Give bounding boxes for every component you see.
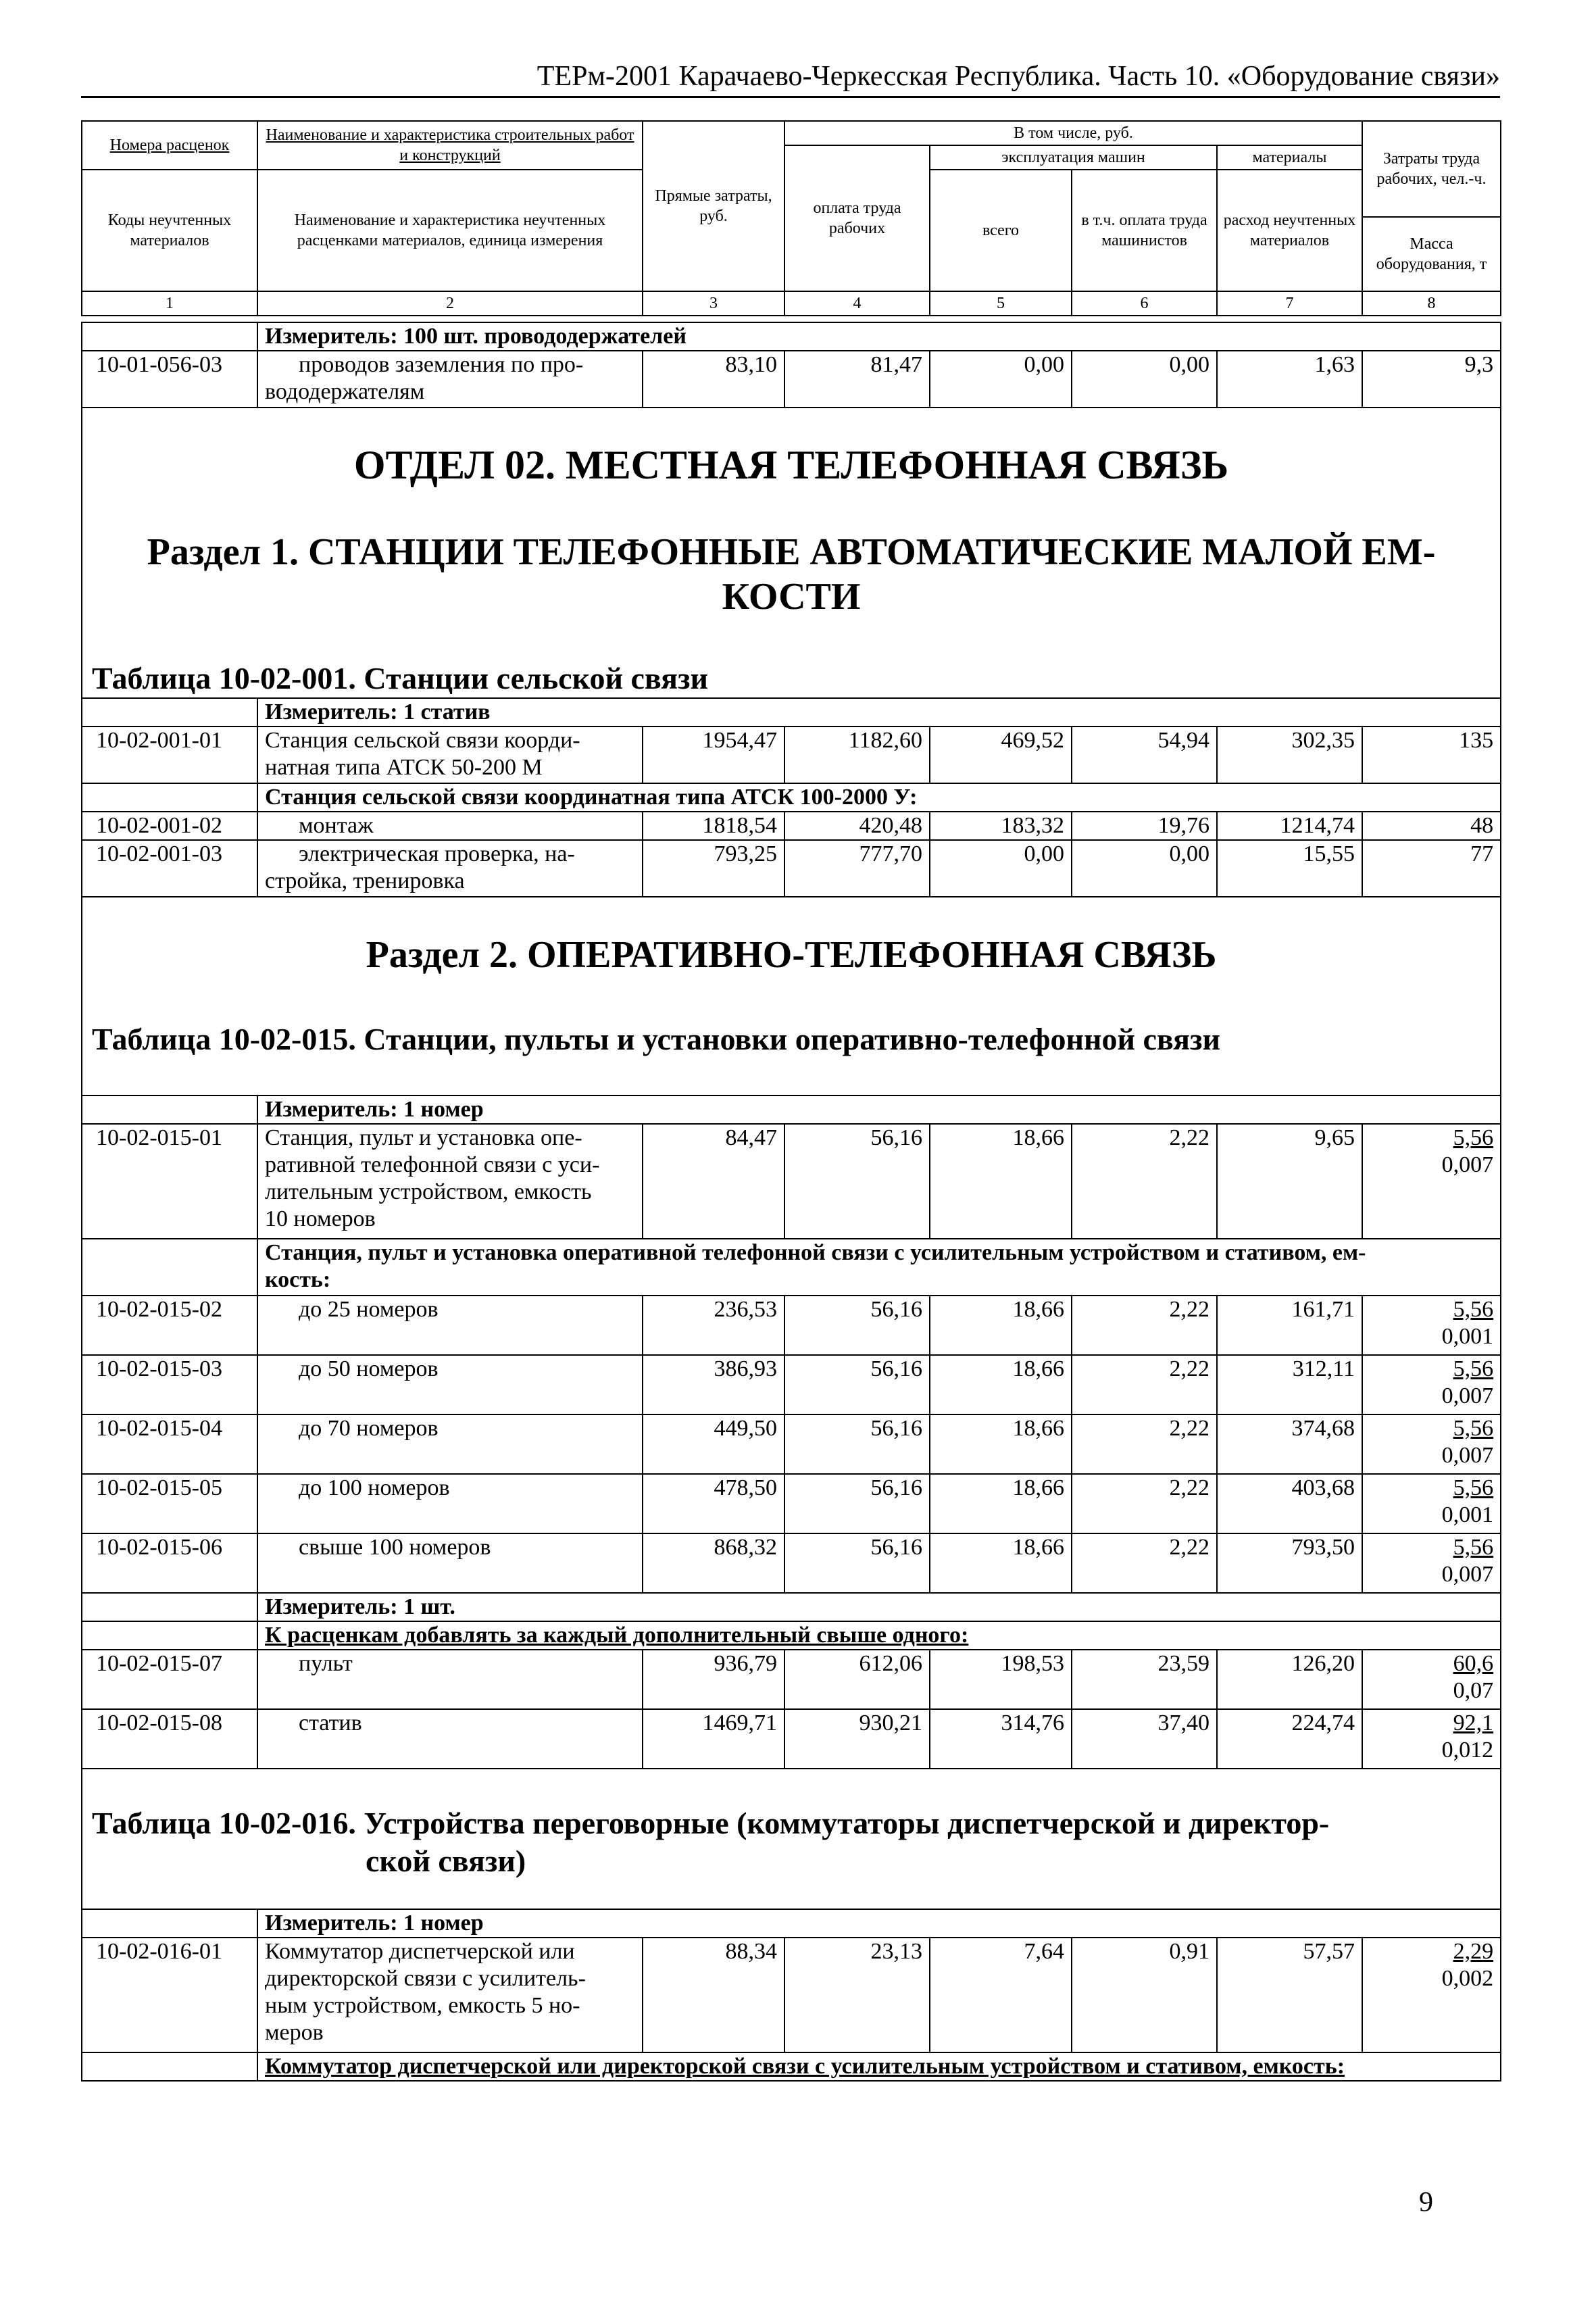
measure-row — [82, 698, 1501, 727]
direct-cost: 449,50 — [643, 1414, 784, 1474]
machines-total: 0,00 — [930, 351, 1072, 408]
machines-total: 7,64 — [930, 1938, 1072, 2052]
machines-total: 18,66 — [930, 1296, 1072, 1355]
section-heading-row — [82, 1769, 1501, 1909]
header-zatraty: Затраты труда рабочих, чел.-ч. — [1362, 121, 1501, 217]
machines-total: 18,66 — [930, 1474, 1072, 1533]
rate-code: 10-02-015-03 — [82, 1355, 257, 1414]
machines-total: 469,52 — [930, 727, 1072, 783]
rate-code: 10-02-015-08 — [82, 1709, 257, 1769]
direct-cost: 1818,54 — [643, 812, 784, 840]
header-rashod: расход неучтенных материалов — [1217, 170, 1362, 291]
machines-total: 183,32 — [930, 812, 1072, 840]
rate-name: проводов заземления по про- вододержателям — [257, 351, 643, 408]
rate-code: 10-02-016-01 — [82, 1938, 257, 2052]
table-row — [82, 1709, 1501, 1769]
materials: 1,63 — [1217, 351, 1362, 408]
labor-hours-mass: 5,56 0,007 — [1362, 1414, 1501, 1474]
header-nomera: Номера расценок — [82, 121, 257, 170]
col-num-2: 2 — [257, 291, 643, 316]
labor-hours-mass: 5,56 0,007 — [1362, 1124, 1501, 1239]
machines-total: 314,76 — [930, 1709, 1072, 1769]
table-row — [82, 1533, 1501, 1593]
materials: 403,68 — [1217, 1474, 1362, 1533]
measure-text: Измеритель: 1 номер — [257, 1096, 1501, 1124]
labor-hours: 135 — [1362, 727, 1501, 783]
rate-name: до 100 номеров — [257, 1474, 643, 1533]
group-text: К расценкам добавлять за каждый дополнительный свыше одного: — [257, 1621, 1501, 1650]
department-heading: ОТДЕЛ 02. МЕСТНАЯ ТЕЛЕФОННАЯ СВЯЗЬ — [353, 443, 1229, 487]
table-row — [82, 812, 1501, 840]
materials: 9,65 — [1217, 1124, 1362, 1239]
header-vsego: всего — [930, 170, 1072, 291]
rate-code: 10-02-015-02 — [82, 1296, 257, 1355]
rate-code: 10-02-001-02 — [82, 812, 257, 840]
section-heading: Раздел 1. СТАНЦИИ ТЕЛЕФОННЫЕ АВТОМАТИЧЕСКИЕ МАЛОЙ ЕМ- КОСТИ — [147, 531, 1436, 618]
rate-code: 10-02-015-07 — [82, 1650, 257, 1709]
rate-name: Станция, пульт и установка опе- ративной телефонной связи с уси- лительным устройством, емкость 10 номеров — [257, 1124, 643, 1239]
table-title: Таблица 10-02-001. Станции сельской связи — [92, 661, 709, 695]
header-pryamye: Прямые затраты, руб. — [643, 121, 784, 291]
header-kody: Коды неучтенных материалов — [82, 170, 257, 291]
labor-hours-mass: 5,56 0,007 — [1362, 1533, 1501, 1593]
group-row — [82, 1621, 1501, 1650]
header-ekspluataciya: эксплуатация машин — [930, 145, 1217, 170]
section-heading-row — [82, 897, 1501, 1096]
labor-pay: 56,16 — [784, 1414, 930, 1474]
measure-text: Измеритель: 1 номер — [257, 1909, 1501, 1938]
table-row — [82, 727, 1501, 783]
rate-name: до 50 номеров — [257, 1355, 643, 1414]
direct-cost: 84,47 — [643, 1124, 784, 1239]
direct-cost: 88,34 — [643, 1938, 784, 2052]
machinists-pay: 2,22 — [1072, 1533, 1217, 1593]
rate-code: 10-01-056-03 — [82, 351, 257, 408]
materials: 312,11 — [1217, 1355, 1362, 1414]
labor-pay: 56,16 — [784, 1296, 930, 1355]
table-row — [82, 840, 1501, 897]
rate-code: 10-02-015-06 — [82, 1533, 257, 1593]
labor-pay: 777,70 — [784, 840, 930, 897]
header-materialy: материалы — [1217, 145, 1362, 170]
header-vtch: в т.ч. оплата труда машинистов — [1072, 170, 1217, 291]
rate-code: 10-02-001-01 — [82, 727, 257, 783]
labor-pay: 23,13 — [784, 1938, 930, 2052]
machinists-pay: 2,22 — [1072, 1124, 1217, 1239]
labor-hours-mass: 60,6 0,07 — [1362, 1650, 1501, 1709]
materials: 57,57 — [1217, 1938, 1362, 2052]
labor-hours: 77 — [1362, 840, 1501, 897]
direct-cost: 386,93 — [643, 1355, 784, 1414]
page-number: 9 — [1419, 2187, 1433, 2218]
table-row — [82, 1355, 1501, 1414]
measure-text: Измеритель: 1 шт. — [257, 1593, 1501, 1621]
col-num-3: 3 — [643, 291, 784, 316]
header-v-tom-chisle: В том числе, руб. — [784, 121, 1362, 145]
table-row — [82, 1414, 1501, 1474]
materials: 126,20 — [1217, 1650, 1362, 1709]
machinists-pay: 0,00 — [1072, 840, 1217, 897]
machinists-pay: 2,22 — [1072, 1355, 1217, 1414]
column-header-table — [81, 120, 1501, 316]
rate-name: свыше 100 номеров — [257, 1533, 643, 1593]
labor-hours: 48 — [1362, 812, 1501, 840]
machines-total: 18,66 — [930, 1533, 1072, 1593]
table-row — [82, 1474, 1501, 1533]
direct-cost: 793,25 — [643, 840, 784, 897]
measure-row — [82, 1909, 1501, 1938]
measure-row — [82, 1096, 1501, 1124]
direct-cost: 478,50 — [643, 1474, 784, 1533]
rate-name: Станция сельской связи коорди- натная типа АТСК 50-200 М — [257, 727, 643, 783]
rate-code: 10-02-015-04 — [82, 1414, 257, 1474]
group-text: Коммутатор диспетчерской или директорской связи с усилительным устройством и стативом, емкость: — [257, 2052, 1501, 2081]
labor-pay: 1182,60 — [784, 727, 930, 783]
materials: 15,55 — [1217, 840, 1362, 897]
group-text: Станция сельской связи координатная типа АТСК 100-2000 У: — [257, 783, 1501, 812]
materials: 374,68 — [1217, 1414, 1362, 1474]
machinists-pay: 19,76 — [1072, 812, 1217, 840]
rate-code: 10-02-001-03 — [82, 840, 257, 897]
labor-pay: 930,21 — [784, 1709, 930, 1769]
rate-name: пульт — [257, 1650, 643, 1709]
labor-pay: 420,48 — [784, 812, 930, 840]
col-num-4: 4 — [784, 291, 930, 316]
header-naimenovanie-bottom: Наименование и характеристика неучтенных расценками материалов, единица измерения — [257, 170, 643, 291]
group-row — [82, 2052, 1501, 2081]
direct-cost: 936,79 — [643, 1650, 784, 1709]
table-title: Таблица 10-02-016. Устройства переговорные (коммутаторы диспетчерской и директор- ской связи) — [92, 1806, 1330, 1878]
measure-text: Измеритель: 100 шт. провододержателей — [257, 322, 1501, 351]
group-row — [82, 783, 1501, 812]
rate-code: 10-02-015-01 — [82, 1124, 257, 1239]
labor-hours: 9,3 — [1362, 351, 1501, 408]
machinists-pay: 54,94 — [1072, 727, 1217, 783]
labor-pay: 612,06 — [784, 1650, 930, 1709]
rate-name: монтаж — [257, 812, 643, 840]
labor-hours-mass: 5,56 0,001 — [1362, 1296, 1501, 1355]
col-num-6: 6 — [1072, 291, 1217, 316]
materials: 302,35 — [1217, 727, 1362, 783]
labor-pay: 56,16 — [784, 1474, 930, 1533]
rate-name: электрическая проверка, на- стройка, тренировка — [257, 840, 643, 897]
rate-name: статив — [257, 1709, 643, 1769]
materials: 161,71 — [1217, 1296, 1362, 1355]
materials: 793,50 — [1217, 1533, 1362, 1593]
machines-total: 18,66 — [930, 1414, 1072, 1474]
table-row — [82, 351, 1501, 408]
labor-pay: 56,16 — [784, 1355, 930, 1414]
direct-cost: 236,53 — [643, 1296, 784, 1355]
rate-code: 10-02-015-05 — [82, 1474, 257, 1533]
rate-name: до 70 номеров — [257, 1414, 643, 1474]
machines-total: 198,53 — [930, 1650, 1072, 1709]
labor-hours-mass: 5,56 0,007 — [1362, 1355, 1501, 1414]
header-naimenovanie-top: Наименование и характеристика строительных работ и конструкций — [257, 121, 643, 170]
materials: 1214,74 — [1217, 812, 1362, 840]
direct-cost: 1954,47 — [643, 727, 784, 783]
document-header: ТЕРм-2001 Карачаево-Черкесская Республика. Часть 10. «Оборудование связи» — [537, 61, 1500, 92]
measure-text: Измеритель: 1 статив — [257, 698, 1501, 727]
machinists-pay: 37,40 — [1072, 1709, 1217, 1769]
labor-pay: 56,16 — [784, 1124, 930, 1239]
machinists-pay: 0,91 — [1072, 1938, 1217, 2052]
col-num-1: 1 — [82, 291, 257, 316]
materials: 224,74 — [1217, 1709, 1362, 1769]
labor-pay: 56,16 — [784, 1533, 930, 1593]
machinists-pay: 2,22 — [1072, 1474, 1217, 1533]
machinists-pay: 2,22 — [1072, 1296, 1217, 1355]
section-heading-row — [82, 408, 1501, 698]
group-row — [82, 1239, 1501, 1296]
machinists-pay: 23,59 — [1072, 1650, 1217, 1709]
rate-name: до 25 номеров — [257, 1296, 643, 1355]
col-num-8: 8 — [1362, 291, 1501, 316]
machinists-pay: 2,22 — [1072, 1414, 1217, 1474]
header-rule — [81, 96, 1500, 98]
group-text: Станция, пульт и установка оперативной телефонной связи с усилительным устройством и стативом, ем- кость: — [257, 1239, 1501, 1296]
rate-name: Коммутатор диспетчерской или директорской связи с усилитель- ным устройством, емкость 5 но- меров — [257, 1938, 643, 2052]
rates-table — [81, 322, 1501, 2082]
table-title: Таблица 10-02-015. Станции, пульты и установки оперативно-телефонной связи — [92, 1022, 1220, 1056]
table-row — [82, 1938, 1501, 2052]
col-num-5: 5 — [930, 291, 1072, 316]
section-heading: Раздел 2. ОПЕРАТИВНО-ТЕЛЕФОННАЯ СВЯЗЬ — [366, 934, 1217, 976]
header-massa: Масса оборудования, т — [1362, 217, 1501, 291]
labor-hours-mass: 5,56 0,001 — [1362, 1474, 1501, 1533]
machines-total: 18,66 — [930, 1124, 1072, 1239]
measure-row — [82, 1593, 1501, 1621]
table-row — [82, 1124, 1501, 1239]
labor-pay: 81,47 — [784, 351, 930, 408]
labor-hours-mass: 2,29 0,002 — [1362, 1938, 1501, 2052]
direct-cost: 1469,71 — [643, 1709, 784, 1769]
measure-row — [82, 322, 1501, 351]
direct-cost: 83,10 — [643, 351, 784, 408]
col-num-7: 7 — [1217, 291, 1362, 316]
machines-total: 18,66 — [930, 1355, 1072, 1414]
table-row — [82, 1650, 1501, 1709]
header-oplata: оплата труда рабочих — [784, 145, 930, 291]
machines-total: 0,00 — [930, 840, 1072, 897]
labor-hours-mass: 92,1 0,012 — [1362, 1709, 1501, 1769]
table-row — [82, 1296, 1501, 1355]
direct-cost: 868,32 — [643, 1533, 784, 1593]
machinists-pay: 0,00 — [1072, 351, 1217, 408]
